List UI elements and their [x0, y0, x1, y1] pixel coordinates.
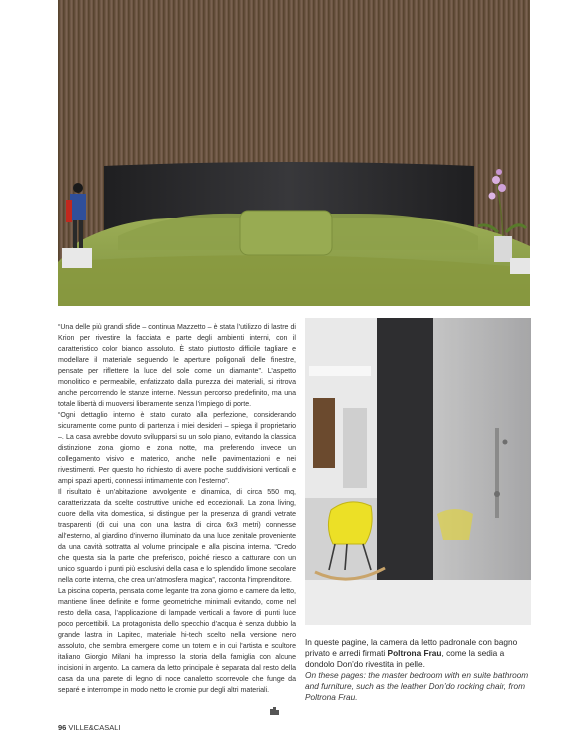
bedroom-photo	[58, 0, 530, 306]
article-paragraph: Il risultato è un’abitazione avvolgente e dinamica, di circa 550 mq, caratterizzata da scelte costruttive uniche ed eccezionali. La zona living, cuore della vita domestica, si distingue per la presenza di grandi vetrate trasparenti (di cui una con una lastra di circa 6x3 metri) connesse all’esterno, al giardino d’inverno illuminato da una luce zenitale proveniente da una cavità sottratta al volume principale e alla piscina interna. “Credo che questa sia la parte che preferisco, poiché riesco a catturare con un unico sguardo i punti più esclusivi della casa e lo splendido limone secolare nella corte interna, che crea un’atmosfera magica”, racconta l’imprenditore.	[58, 489, 296, 584]
bathroom-illustration	[305, 318, 531, 625]
caption-brand: Poltrona Frau	[387, 648, 442, 658]
article-paragraph: La piscina coperta, pensata come legante tra zona giorno e camere da letto, mantiene linee definite e forme geometriche minimali evitando, come nel resto della casa, l’applicazione di lampade verticali a favore di punti luce poco percettibili. La protagonista dello specchio d’acqua è senza dubbio la grande lastra in Lapitec, materiale hi-tech scelto nella versione nero assoluto, che sembra emergere come un totem e in cui l’artista e scultore italiano Giorgio Milani ha impresso la storia della famiglia con alcune incisioni in argento. La camera da letto principale è separata dal resto della casa da una parete di legno di noce canaletto scorrevole che funge da separé e interrompe in modo netto le cromie pur degli altri materiali.	[58, 588, 296, 694]
article-paragraph: “Ogni dettaglio interno è stato curato alla perfezione, considerando sicuramente come punto di partenza i miei desideri – spiega il proprietario –. La casa avrebbe dovuto svilupparsi su un solo piano, evitando la classica distinzione zona giorno e zona notte, ma preferendo invece un collegamento visivo e materico, anche nelle pavimentazioni e nei rivestimenti. Per questo ho richiesto di avere poche suddivisioni verticali e ampi spazi aperti, connessi intimamente con l’esterno”.	[58, 412, 296, 485]
bedroom-illustration	[58, 0, 530, 306]
caption-english: On these pages: the master bedroom with en suite bathroom and furniture, such as the leather Don’do rocking chair, from Poltrona Frau.	[305, 670, 529, 702]
photo-caption	[305, 637, 533, 703]
end-of-article-icon	[270, 707, 279, 715]
page-folio	[58, 723, 120, 732]
article-body	[58, 322, 296, 696]
article-paragraph: “Una delle più grandi sfide – continua Mazzetto – è stata l’utilizzo di lastre di Krion per rivestire la facciata e parte degli ambienti interni, con il caratteristico color bianco assoluto. È stato piuttosto difficile tagliare e modellare il materiale seguendo le aperture poligonali delle finestre, pensate per riflettere la luce del sole come un diamante”. L’aspetto monolitico e permeabile, enfatizzato dalla purezza dei materiali, si ritrova anche percorrendo le stanze interne. Nessun percorso predefinito, ma una totale libertà di muoversi liberamente senza l’impiego di porte.	[58, 324, 296, 408]
pillow	[240, 211, 332, 255]
bathroom-photo	[305, 318, 531, 625]
partition-wall	[377, 318, 433, 625]
page-number: 96	[58, 723, 67, 732]
caption-italian: In queste pagine, la camera da letto padronale con bagno privato e arredi firmati Poltrona Frau, come la sedia a dondolo Don’do rivestita in pelle.	[305, 637, 518, 669]
magazine-name: VILLE&CASALI	[68, 723, 121, 732]
